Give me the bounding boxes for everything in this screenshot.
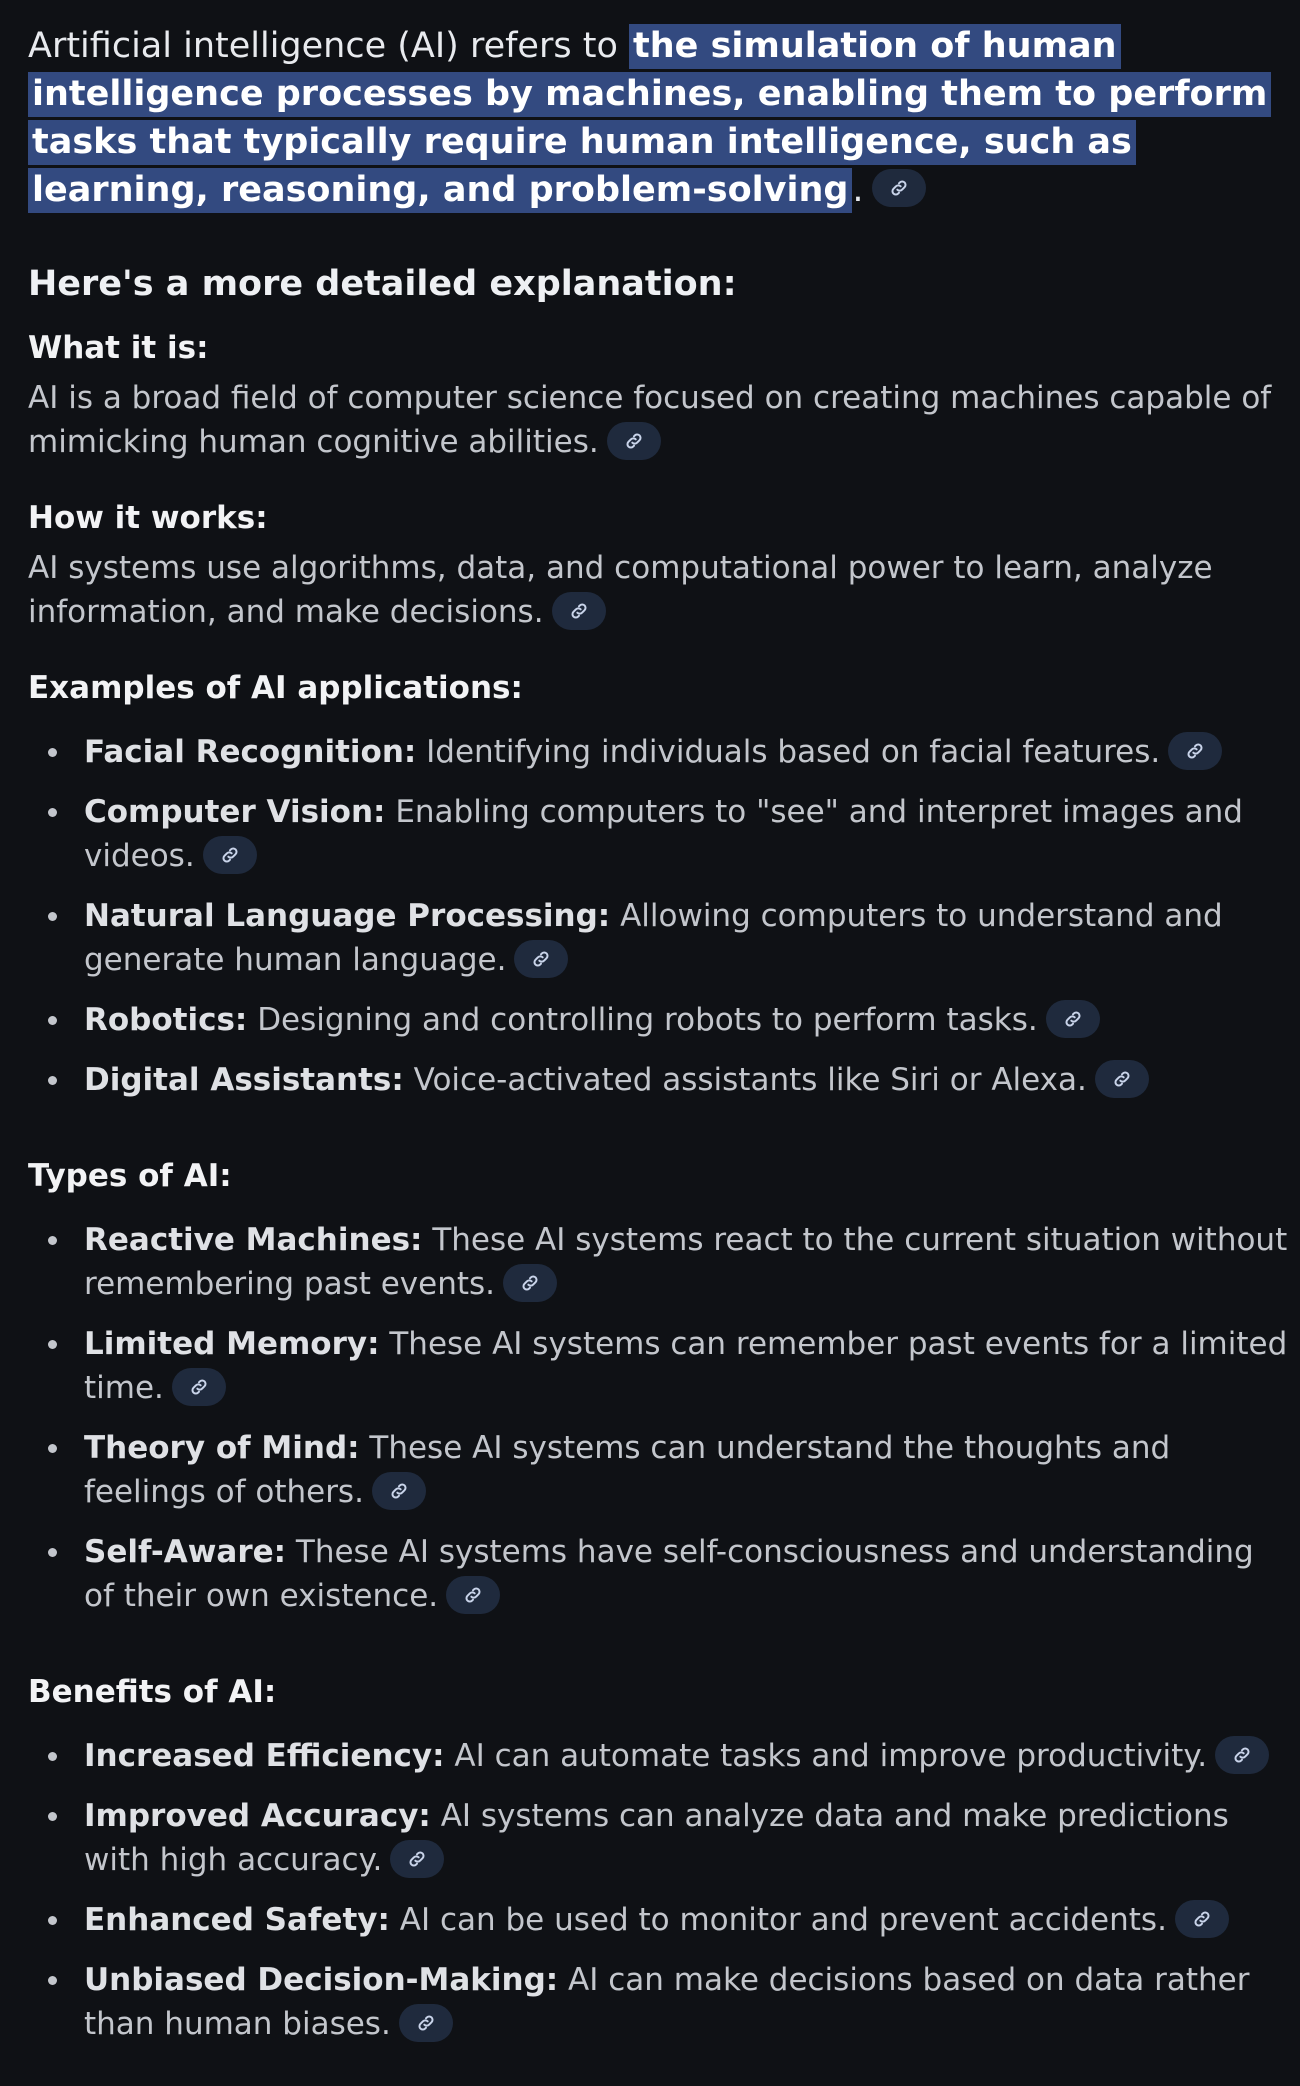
source-link-button[interactable] bbox=[399, 2004, 453, 2042]
list-item-text: Enabling computers to "see" and interpret images and videos. bbox=[84, 794, 1243, 874]
types-section bbox=[28, 1156, 1290, 1618]
link-icon bbox=[1112, 1069, 1132, 1089]
link-icon bbox=[407, 1849, 427, 1869]
link-icon bbox=[1192, 1909, 1212, 1929]
list-item-term: Digital Assistants: bbox=[84, 1062, 404, 1098]
examples-heading: Examples of AI applications: bbox=[28, 670, 523, 706]
what-it-is-heading: What it is: bbox=[28, 330, 209, 366]
list-item-term: Natural Language Processing: bbox=[84, 898, 611, 934]
list-item bbox=[28, 790, 1290, 878]
list-item-term: Robotics: bbox=[84, 1002, 248, 1038]
what-it-is-section bbox=[28, 328, 1290, 464]
list-item-text: AI can automate tasks and improve productivity. bbox=[454, 1738, 1208, 1774]
how-it-works-heading: How it works: bbox=[28, 500, 268, 536]
link-icon bbox=[1063, 1009, 1083, 1029]
ai-overview-answer bbox=[28, 22, 1290, 2062]
list-item-text: AI can make decisions based on data rather than human biases. bbox=[84, 1962, 1250, 2042]
source-link-button[interactable] bbox=[1168, 732, 1222, 770]
list-item-term: Reactive Machines: bbox=[84, 1222, 423, 1258]
list-item-text: These AI systems have self-consciousness and understanding of their own existence. bbox=[84, 1534, 1254, 1614]
list-item-term: Unbiased Decision-Making: bbox=[84, 1962, 559, 1998]
list-item-term: Improved Accuracy: bbox=[84, 1798, 431, 1834]
intro-tail: . bbox=[852, 170, 864, 210]
list-item bbox=[28, 1734, 1290, 1778]
list-item bbox=[28, 1530, 1290, 1618]
examples-section bbox=[28, 668, 1290, 1102]
list-item bbox=[28, 1218, 1290, 1306]
source-link-button[interactable] bbox=[172, 1368, 226, 1406]
intro-paragraph bbox=[28, 22, 1290, 214]
link-icon bbox=[1185, 741, 1205, 761]
list-item bbox=[28, 1322, 1290, 1410]
list-item-text: These AI systems react to the current situation without remembering past events. bbox=[84, 1222, 1288, 1302]
source-link-button[interactable] bbox=[1175, 1900, 1229, 1938]
link-icon bbox=[189, 1377, 209, 1397]
list-item-term: Limited Memory: bbox=[84, 1326, 380, 1362]
detail-heading: Here's a more detailed explanation: bbox=[28, 264, 737, 304]
link-icon bbox=[463, 1585, 483, 1605]
list-item-text: Designing and controlling robots to perform tasks. bbox=[257, 1002, 1038, 1038]
source-link-button[interactable] bbox=[446, 1576, 500, 1614]
list-item-text: These AI systems can understand the thoughts and feelings of others. bbox=[84, 1430, 1171, 1510]
list-item bbox=[28, 1058, 1290, 1102]
source-link-button[interactable] bbox=[203, 836, 257, 874]
list-item-term: Enhanced Safety: bbox=[84, 1902, 390, 1938]
list-item bbox=[28, 894, 1290, 982]
source-link-button[interactable] bbox=[872, 169, 926, 207]
types-heading: Types of AI: bbox=[28, 1158, 232, 1194]
list-item-text: Identifying individuals based on facial features. bbox=[426, 734, 1161, 770]
source-link-button[interactable] bbox=[390, 1840, 444, 1878]
list-item bbox=[28, 998, 1290, 1042]
list-item-text: Voice-activated assistants like Siri or Alexa. bbox=[413, 1062, 1087, 1098]
link-icon bbox=[1232, 1745, 1252, 1765]
list-item bbox=[28, 1958, 1290, 2046]
list-item-term: Self-Aware: bbox=[84, 1534, 287, 1570]
what-it-is-sentence: AI is a broad field of computer science focused on creating machines capable of mimicking human cognitive abilities. bbox=[28, 380, 1272, 460]
types-list bbox=[28, 1218, 1290, 1618]
list-item-term: Increased Efficiency: bbox=[84, 1738, 445, 1774]
list-item-text: These AI systems can remember past events for a limited time. bbox=[84, 1326, 1288, 1406]
link-icon bbox=[520, 1273, 540, 1293]
link-icon bbox=[416, 2013, 436, 2033]
list-item bbox=[28, 1898, 1290, 1942]
link-icon bbox=[889, 178, 909, 198]
examples-list bbox=[28, 730, 1290, 1102]
list-item bbox=[28, 1794, 1290, 1882]
how-it-works-text bbox=[28, 546, 1290, 634]
how-it-works-sentence: AI systems use algorithms, data, and computational power to learn, analyze information, and make decisions. bbox=[28, 550, 1213, 630]
source-link-button[interactable] bbox=[1095, 1060, 1149, 1098]
source-link-button[interactable] bbox=[1046, 1000, 1100, 1038]
intro-lead: Artificial intelligence (AI) refers to bbox=[28, 26, 618, 66]
source-link-button[interactable] bbox=[552, 592, 606, 630]
list-item bbox=[28, 730, 1290, 774]
link-icon bbox=[569, 601, 589, 621]
list-item-text: AI can be used to monitor and prevent accidents. bbox=[399, 1902, 1167, 1938]
link-icon bbox=[531, 949, 551, 969]
list-item-term: Theory of Mind: bbox=[84, 1430, 360, 1466]
link-icon bbox=[624, 431, 644, 451]
source-link-button[interactable] bbox=[1215, 1736, 1269, 1774]
list-item-term: Facial Recognition: bbox=[84, 734, 417, 770]
source-link-button[interactable] bbox=[514, 940, 568, 978]
link-icon bbox=[389, 1481, 409, 1501]
benefits-heading: Benefits of AI: bbox=[28, 1674, 277, 1710]
source-link-button[interactable] bbox=[372, 1472, 426, 1510]
link-icon bbox=[220, 845, 240, 865]
benefits-section bbox=[28, 1672, 1290, 2046]
list-item-term: Computer Vision: bbox=[84, 794, 386, 830]
source-link-button[interactable] bbox=[503, 1264, 557, 1302]
how-it-works-section bbox=[28, 498, 1290, 634]
what-it-is-text bbox=[28, 376, 1290, 464]
list-item-text: Allowing computers to understand and generate human language. bbox=[84, 898, 1223, 978]
intro-highlight[interactable]: the simulation of human intelligence processes by machines, enabling them to perform tasks that typically require human intelligence, such as learning, reasoning, and problem-solving bbox=[28, 24, 1271, 213]
benefits-list bbox=[28, 1734, 1290, 2046]
list-item bbox=[28, 1426, 1290, 1514]
list-item-text: AI systems can analyze data and make predictions with high accuracy. bbox=[84, 1798, 1229, 1878]
source-link-button[interactable] bbox=[607, 422, 661, 460]
